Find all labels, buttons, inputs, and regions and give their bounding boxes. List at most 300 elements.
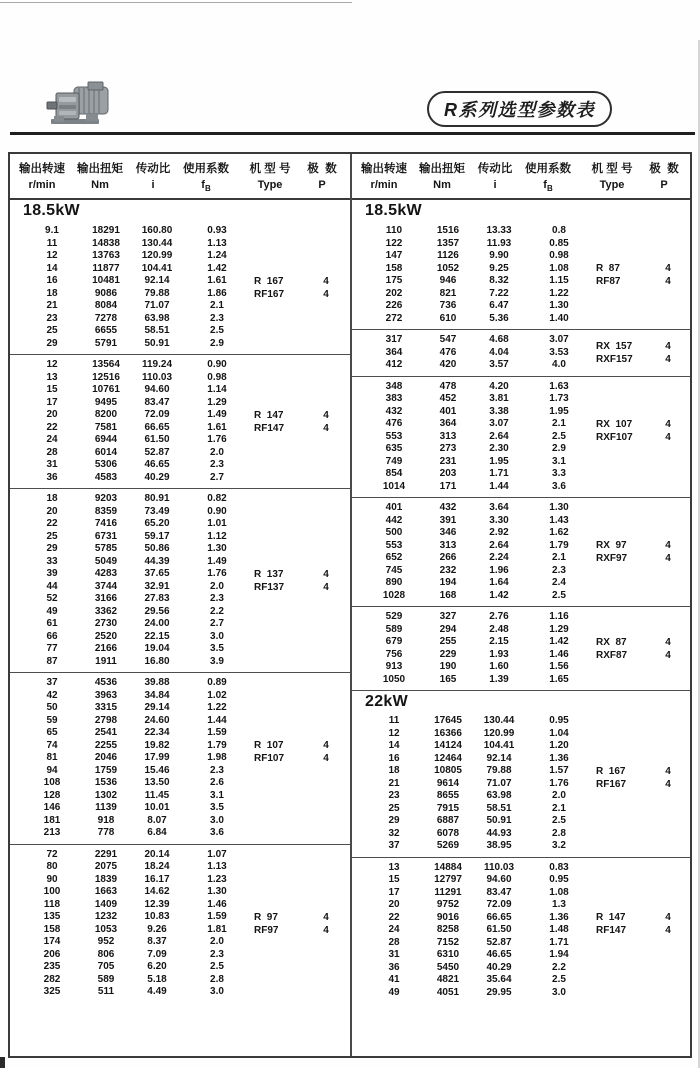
speed-cell: 94	[46, 764, 58, 776]
table-row	[10, 288, 350, 301]
torque-cell: 255	[439, 636, 457, 647]
table-row	[10, 815, 350, 828]
torque-cell: 401	[439, 405, 457, 417]
table-column-left	[10, 154, 350, 1056]
service-factor-cell: 1.76	[549, 777, 569, 789]
ratio-cell: 5.36	[489, 312, 509, 324]
table-row	[352, 728, 690, 741]
table-row	[352, 313, 690, 326]
torque-cell: 7581	[94, 421, 118, 433]
speed-cell: 31	[388, 949, 400, 960]
speed-cell: 635	[385, 443, 403, 454]
table-row	[352, 468, 690, 481]
table-row	[10, 493, 350, 506]
speed-cell: 854	[385, 468, 403, 479]
torque-cell: 171	[439, 480, 457, 492]
type-label-line: RF97	[254, 924, 279, 936]
service-factor-cell: 1.48	[549, 924, 569, 935]
service-factor-cell: 1.49	[207, 409, 227, 420]
pole-count-line: 4	[665, 636, 671, 648]
service-factor-cell: 2.2	[552, 961, 566, 973]
service-factor-cell: 2.7	[210, 471, 224, 483]
table-row	[10, 618, 350, 631]
pole-count	[656, 911, 680, 937]
service-factor-cell: 2.0	[210, 580, 224, 592]
service-factor-cell: 1.81	[207, 923, 227, 935]
torque-cell: 952	[97, 936, 115, 947]
service-factor-cell: 1.04	[549, 727, 569, 739]
torque-cell: 4283	[94, 568, 118, 579]
column-header-unit: r/min	[370, 179, 398, 191]
pole-count-line: 4	[665, 540, 671, 551]
service-factor-cell: 3.1	[210, 789, 224, 801]
table-row	[10, 581, 350, 594]
table-row	[10, 325, 350, 338]
column-header-unit: Nm	[433, 179, 451, 191]
table-row	[352, 590, 690, 603]
table-row	[10, 384, 350, 397]
speed-cell: 158	[385, 262, 403, 274]
ratio-cell: 1.64	[489, 577, 509, 588]
service-factor-cell: 1.15	[549, 275, 569, 286]
torque-cell: 3963	[94, 689, 118, 701]
ratio-cell: 40.29	[144, 471, 170, 483]
ratio-cell: 1.93	[489, 648, 509, 660]
speed-cell: 9.1	[45, 225, 59, 236]
service-factor-cell: 1.73	[549, 393, 569, 404]
speed-cell: 412	[385, 359, 403, 370]
torque-cell: 2520	[94, 630, 118, 642]
service-factor-cell: 1.40	[549, 312, 569, 324]
table-row	[10, 472, 350, 485]
ratio-cell: 4.20	[489, 380, 509, 392]
speed-cell: 21	[388, 777, 400, 789]
table-row	[352, 790, 690, 803]
column-header-zh: 使用系数	[525, 163, 571, 175]
table-row	[352, 334, 690, 347]
pole-count-line: 4	[323, 924, 329, 936]
torque-cell: 346	[439, 527, 457, 538]
torque-cell: 9203	[94, 493, 118, 504]
torque-cell: 16366	[434, 727, 462, 739]
torque-cell: 806	[97, 948, 115, 960]
table-row	[352, 937, 690, 950]
service-factor-cell: 2.8	[210, 973, 224, 985]
table-row	[10, 911, 350, 924]
torque-cell: 1911	[95, 655, 117, 667]
table-row	[352, 753, 690, 766]
column-header-zh: 机 型 号	[249, 163, 291, 175]
torque-cell: 5785	[94, 543, 118, 554]
torque-cell: 1052	[436, 262, 460, 274]
torque-cell: 203	[439, 468, 457, 479]
pole-count-line: 4	[665, 418, 671, 430]
power-section-header: 18.5kW	[365, 202, 422, 219]
speed-cell: 1050	[382, 673, 406, 685]
gearbox-group	[10, 354, 350, 488]
ratio-cell: 27.83	[144, 593, 170, 604]
torque-cell: 364	[439, 418, 457, 429]
gearbox-group	[352, 497, 690, 606]
ratio-cell: 14.62	[144, 886, 170, 897]
table-row	[10, 447, 350, 460]
service-factor-cell: 0.93	[207, 225, 227, 236]
service-factor-cell: 1.76	[207, 568, 227, 579]
ratio-cell: 1.96	[489, 564, 509, 576]
table-row	[352, 527, 690, 540]
torque-cell: 511	[97, 986, 115, 997]
ratio-cell: 1.42	[489, 589, 509, 601]
table-row	[10, 827, 350, 840]
service-factor-cell: 1.71	[549, 936, 569, 948]
column-header-unit: Type	[599, 179, 625, 191]
service-factor-cell: 2.5	[552, 589, 566, 601]
service-factor-cell: 1.16	[549, 611, 569, 622]
torque-cell: 5269	[436, 840, 460, 851]
service-factor-cell: 2.5	[210, 961, 224, 972]
speed-cell: 15	[388, 874, 400, 885]
torque-cell: 1139	[95, 802, 117, 813]
table-row	[10, 974, 350, 987]
torque-cell: 4536	[94, 677, 118, 688]
table-row	[352, 715, 690, 728]
ratio-cell: 20.14	[144, 848, 170, 860]
torque-cell: 6310	[436, 949, 460, 960]
column-header-unit: i	[493, 179, 497, 191]
speed-cell: 118	[43, 898, 61, 910]
service-factor-cell: 1.20	[549, 740, 569, 751]
torque-cell: 17645	[434, 715, 462, 726]
speed-cell: 913	[385, 661, 403, 672]
table-row	[10, 702, 350, 715]
service-factor-cell: 0.90	[207, 359, 227, 370]
torque-cell: 8655	[436, 790, 460, 801]
type-label	[254, 911, 278, 937]
ratio-cell: 39.88	[144, 677, 170, 688]
ratio-cell: 29.14	[144, 702, 170, 713]
ratio-cell: 1.71	[489, 468, 509, 479]
column-header-unit-sub: B	[204, 184, 211, 194]
speed-cell: 1028	[382, 589, 406, 601]
service-factor-cell: 3.6	[210, 827, 224, 838]
service-factor-cell: 1.22	[549, 287, 569, 299]
service-factor-cell: 0.98	[207, 371, 227, 383]
service-factor-cell: 1.13	[207, 861, 227, 872]
torque-cell: 7278	[94, 312, 118, 324]
table-row	[10, 593, 350, 606]
type-label-line: RF137	[254, 581, 285, 593]
torque-cell: 14124	[434, 740, 462, 751]
torque-cell: 2798	[94, 714, 118, 726]
table-row	[352, 611, 690, 624]
table-row	[10, 338, 350, 351]
ratio-cell: 1.95	[489, 455, 509, 467]
table-row	[352, 974, 690, 987]
table-row	[352, 225, 690, 238]
service-factor-cell: 1.23	[207, 873, 227, 885]
table-row	[352, 874, 690, 887]
service-factor-cell: 1.79	[549, 539, 569, 551]
torque-cell: 229	[439, 648, 457, 660]
table-row	[10, 263, 350, 276]
service-factor-cell: 1.24	[207, 250, 227, 261]
ratio-cell: 120.99	[141, 250, 173, 261]
pole-count-line: 4	[665, 553, 671, 564]
torque-cell: 1536	[94, 777, 118, 788]
speed-cell: 20	[46, 505, 58, 517]
torque-cell: 4583	[94, 471, 118, 483]
ratio-cell: 73.49	[144, 505, 170, 517]
torque-cell: 13763	[92, 250, 120, 261]
column-header-zh: 使用系数	[183, 163, 229, 175]
table-row	[10, 752, 350, 765]
table-row	[10, 250, 350, 263]
ratio-cell: 50.91	[486, 815, 512, 826]
torque-cell: 6078	[436, 827, 460, 839]
service-factor-cell: 3.9	[210, 655, 224, 667]
speed-cell: 25	[388, 802, 400, 814]
pole-count-line: 4	[665, 276, 671, 287]
torque-cell: 2730	[94, 618, 118, 629]
service-factor-cell: 1.56	[549, 661, 569, 672]
service-factor-cell: 1.42	[207, 262, 227, 274]
table-row	[10, 606, 350, 619]
ratio-cell: 8.07	[147, 814, 167, 826]
torque-cell: 2541	[94, 727, 118, 738]
torque-cell: 11877	[92, 262, 120, 274]
torque-cell: 3166	[94, 593, 118, 604]
type-label	[596, 418, 633, 444]
torque-cell: 327	[439, 611, 457, 622]
type-label-line: RXF157	[596, 353, 633, 365]
ratio-cell: 3.30	[489, 514, 509, 526]
speed-cell: 22	[46, 518, 58, 529]
torque-cell: 547	[439, 334, 457, 345]
service-factor-cell: 1.59	[207, 727, 227, 738]
ratio-cell: 160.80	[141, 225, 173, 236]
ratio-cell: 32.91	[144, 580, 170, 592]
speed-cell: 12	[388, 727, 400, 739]
speed-cell: 652	[385, 552, 403, 563]
type-label-line: R 137	[254, 568, 284, 580]
speed-cell: 108	[43, 777, 61, 788]
torque-cell: 4821	[436, 974, 460, 985]
ratio-cell: 10.83	[144, 911, 170, 922]
service-factor-cell: 1.76	[207, 434, 227, 445]
type-label	[596, 911, 626, 937]
speed-cell: 16	[388, 752, 400, 764]
ratio-cell: 15.46	[144, 764, 170, 776]
service-factor-cell: 2.4	[552, 577, 566, 588]
table-row	[352, 987, 690, 1000]
table-row	[10, 765, 350, 778]
type-label-line: RX 87	[596, 636, 627, 648]
type-label-line: R 147	[596, 912, 626, 923]
torque-cell: 11291	[434, 886, 462, 898]
torque-cell: 1759	[94, 764, 118, 776]
service-factor-cell: 3.0	[210, 986, 224, 997]
torque-cell: 194	[439, 577, 457, 588]
speed-cell: 66	[46, 630, 58, 642]
pole-count-line: 4	[323, 753, 329, 764]
gearbox-group	[10, 672, 350, 844]
speed-cell: 87	[46, 655, 58, 667]
speed-cell: 28	[46, 446, 58, 458]
torque-cell: 168	[439, 589, 457, 601]
table-row	[10, 886, 350, 899]
ratio-cell: 24.60	[144, 714, 170, 726]
service-factor-cell: 1.61	[207, 275, 227, 286]
service-factor-cell: 1.79	[207, 739, 227, 751]
speed-cell: 11	[388, 715, 400, 726]
speed-cell: 20	[388, 899, 400, 910]
speed-cell: 202	[385, 287, 403, 299]
torque-cell: 9614	[436, 777, 460, 789]
ratio-cell: 29.95	[486, 986, 512, 998]
table-row	[352, 924, 690, 937]
table-row	[352, 481, 690, 494]
speed-cell: 13	[46, 371, 58, 383]
service-factor-cell: 2.9	[552, 443, 566, 454]
table-row	[352, 577, 690, 590]
speed-cell: 325	[43, 986, 61, 997]
ratio-cell: 2.24	[489, 552, 509, 563]
table-row	[10, 924, 350, 937]
ratio-cell: 130.44	[141, 237, 173, 249]
service-factor-cell: 2.5	[552, 974, 566, 985]
speed-cell: 74	[46, 739, 58, 751]
speed-cell: 42	[46, 689, 58, 701]
service-factor-cell: 1.65	[549, 673, 569, 685]
torque-cell: 10805	[434, 765, 462, 776]
service-factor-cell: 4.0	[552, 359, 566, 370]
service-factor-cell: 2.8	[552, 827, 566, 839]
torque-cell: 1839	[94, 873, 118, 885]
speed-cell: 745	[385, 564, 403, 576]
service-factor-cell: 1.94	[549, 949, 569, 960]
speed-cell: 17	[46, 396, 58, 408]
ratio-cell: 40.29	[486, 961, 512, 973]
speed-cell: 226	[385, 300, 403, 311]
speed-cell: 80	[46, 861, 58, 872]
table-row	[10, 986, 350, 999]
table-row	[352, 962, 690, 975]
speed-cell: 36	[46, 471, 58, 483]
service-factor-cell: 0.95	[549, 715, 569, 726]
table-row	[10, 397, 350, 410]
ratio-cell: 38.95	[486, 840, 512, 851]
table-row	[352, 381, 690, 394]
ratio-cell: 50.91	[144, 337, 170, 349]
service-factor-cell: 3.1	[552, 455, 566, 467]
ratio-cell: 13.33	[486, 225, 512, 236]
speed-cell: 432	[385, 405, 403, 417]
ratio-cell: 2.64	[489, 539, 509, 551]
speed-cell: 235	[43, 961, 61, 972]
gearbox-group	[352, 221, 690, 329]
torque-cell: 2046	[94, 752, 118, 763]
service-factor-cell: 2.7	[210, 618, 224, 629]
ratio-cell: 2.64	[489, 430, 509, 442]
gearbox-group	[352, 857, 690, 1004]
type-label-line: RXF107	[596, 431, 633, 443]
torque-cell: 6014	[94, 446, 118, 458]
table-row	[352, 418, 690, 431]
table-row	[352, 288, 690, 301]
service-factor-cell: 3.07	[549, 334, 569, 345]
speed-cell: 553	[385, 539, 403, 551]
service-factor-cell: 0.95	[549, 874, 569, 885]
service-factor-cell: 1.44	[207, 714, 227, 726]
table-row	[10, 790, 350, 803]
speed-cell: 90	[46, 873, 58, 885]
service-factor-cell: 2.1	[552, 418, 566, 429]
speed-cell: 383	[385, 393, 403, 404]
speed-cell: 175	[385, 275, 403, 286]
service-factor-cell: 3.5	[210, 802, 224, 813]
pole-count	[656, 262, 680, 288]
torque-cell: 3744	[94, 580, 118, 592]
ratio-cell: 66.65	[144, 421, 170, 433]
torque-cell: 8359	[94, 505, 118, 517]
table-row	[352, 887, 690, 900]
ratio-cell: 50.86	[144, 543, 170, 554]
ratio-cell: 2.30	[489, 443, 509, 454]
table-header-row	[10, 154, 350, 200]
speed-cell: 50	[46, 702, 58, 713]
table-row	[352, 815, 690, 828]
torque-cell: 3362	[94, 605, 118, 617]
column-header-unit: i	[151, 179, 155, 191]
service-factor-cell: 1.46	[549, 648, 569, 660]
gearbox-group	[10, 488, 350, 672]
type-label-line: RF167	[596, 778, 627, 790]
ratio-cell: 10.01	[144, 802, 170, 813]
speed-cell: 476	[385, 418, 403, 429]
service-factor-cell: 2.0	[210, 936, 224, 947]
speed-cell: 589	[385, 623, 403, 635]
service-factor-cell: 1.36	[549, 752, 569, 764]
ratio-cell: 92.14	[486, 752, 512, 764]
ratio-cell: 35.64	[486, 974, 512, 985]
service-factor-cell: 2.6	[210, 777, 224, 788]
torque-cell: 313	[439, 430, 457, 442]
table-row	[10, 874, 350, 887]
torque-cell: 5049	[94, 555, 118, 567]
service-factor-cell: 1.57	[549, 765, 569, 776]
speed-cell: 22	[388, 911, 400, 923]
pole-count-line: 4	[323, 409, 329, 421]
pole-count-line: 4	[665, 912, 671, 923]
power-section-header: 22kW	[352, 690, 690, 711]
torque-cell: 1357	[436, 237, 460, 249]
speed-cell: 158	[43, 923, 61, 935]
pole-count-line: 4	[323, 911, 329, 923]
speed-cell: 174	[43, 936, 61, 947]
ratio-cell: 2.92	[489, 527, 509, 538]
gearbox-group	[352, 376, 690, 498]
table-row	[352, 674, 690, 687]
ratio-cell: 3.57	[489, 359, 509, 370]
column-header-unit: P	[660, 179, 668, 191]
speed-cell: 23	[46, 312, 58, 324]
ratio-cell: 37.65	[144, 568, 170, 579]
torque-cell: 8084	[94, 300, 118, 311]
ratio-cell: 9.26	[147, 923, 167, 935]
type-label-line: RXF87	[596, 649, 628, 661]
speed-cell: 31	[46, 459, 58, 470]
torque-cell: 14884	[434, 861, 462, 873]
